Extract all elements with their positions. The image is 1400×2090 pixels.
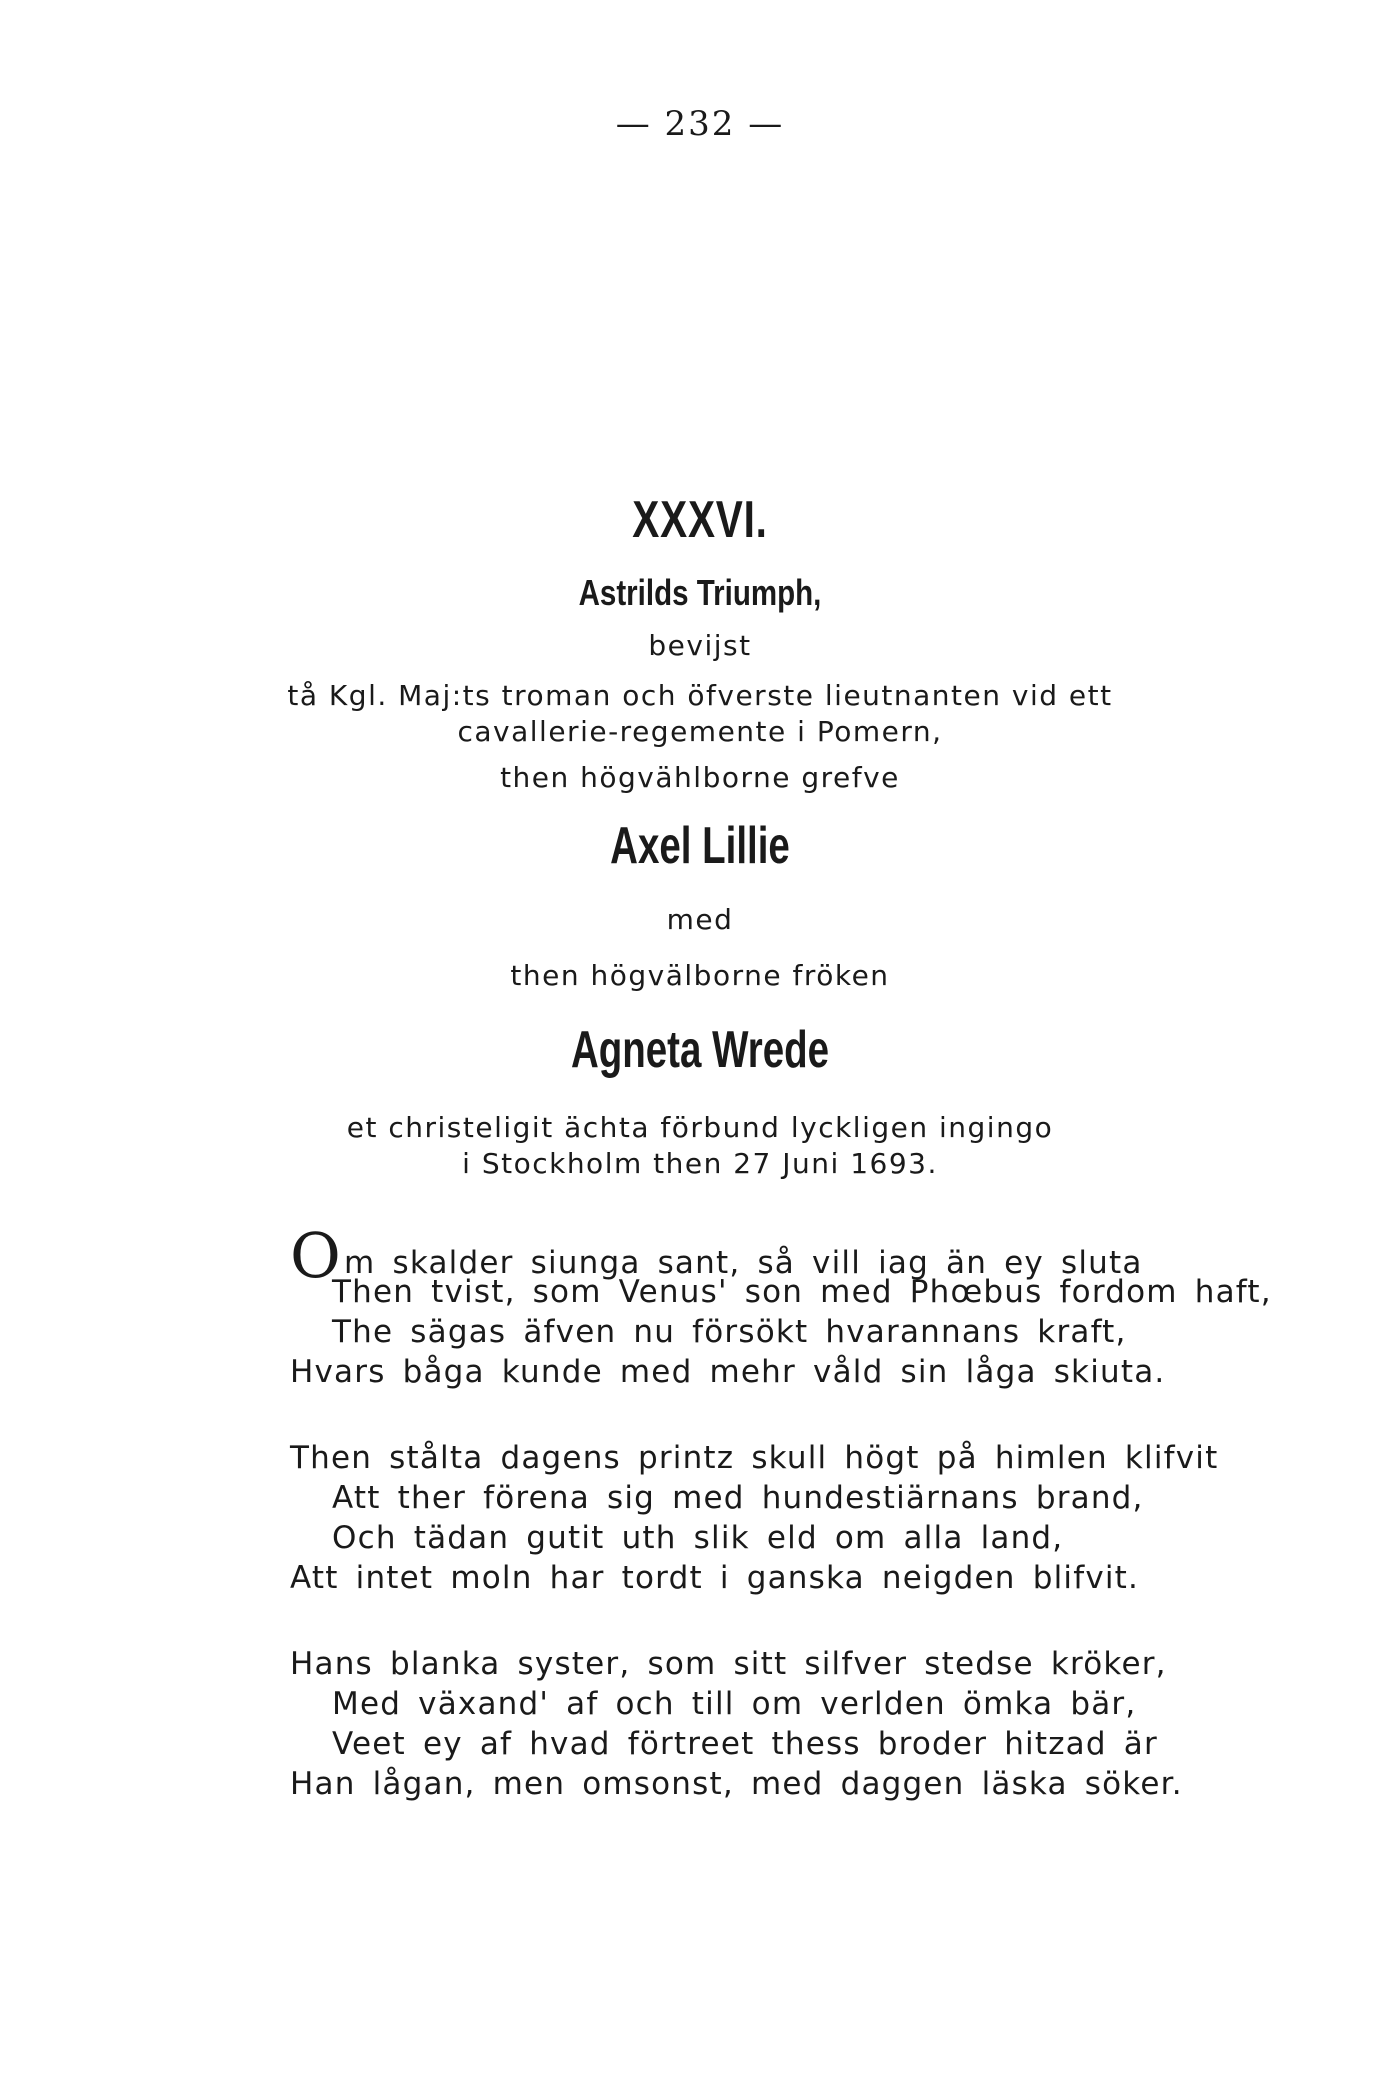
poem-line: Hans blanka syster, som sitt silfver stedse kröker, <box>290 1646 1167 1682</box>
poem-title: Astrilds Triumph, <box>578 572 822 613</box>
dedication-line: tå Kgl. Maj:ts troman och öfverste lieutnanten vid ett <box>287 679 1113 712</box>
stanza <box>290 1219 1340 1392</box>
groom-name: Axel Lillie <box>610 817 790 875</box>
poem-line: Then tvist, som Venus' son med Phœbus fordom haft, <box>332 1274 1272 1310</box>
closing-line: i Stockholm then 27 Juni 1693. <box>462 1147 938 1180</box>
poem-line: The sägas äfven nu försökt hvarannans kraft, <box>332 1314 1127 1350</box>
poem-line: Veet ey af hvad förtreet thess broder hitzad är <box>332 1726 1158 1762</box>
med-line: med <box>666 903 734 936</box>
bride-intro: then högvälborne fröken <box>510 959 890 992</box>
dedication-line: cavallerie-regemente i Pomern, <box>457 715 943 748</box>
poem-heading <box>0 490 1400 1182</box>
poem-line: Then stålta dagens printz skull högt på himlen klifvit <box>290 1440 1219 1476</box>
drop-cap: O <box>290 1219 343 1292</box>
page-number: — 232 — <box>615 104 785 144</box>
stanza <box>290 1438 1340 1598</box>
poem-line: Hvars båga kunde med mehr våld sin låga skiuta. <box>290 1354 1166 1390</box>
poem-line: Han lågan, men omsonst, med daggen läska söker. <box>290 1766 1183 1802</box>
poem-line: Med växand' af och till om verlden ömka bär, <box>332 1686 1137 1722</box>
stanza <box>290 1644 1340 1804</box>
closing-line: et christeligit ächta förbund lyckligen ingingo <box>346 1111 1054 1144</box>
bevijst-line: bevijst <box>648 629 752 662</box>
poem-line: Att intet moln har tordt i ganska neigden blifvit. <box>290 1560 1140 1596</box>
bride-name: Agneta Wrede <box>570 1021 830 1079</box>
poem-line: Att ther förena sig med hundestiärnans brand, <box>332 1480 1144 1516</box>
poem-numeral: XXXVI. <box>632 491 768 549</box>
poem-line-text: m skalder siunga sant, så vill iag än ey sluta <box>344 1245 1143 1281</box>
poem-line: Och tädan gutit uth slik eld om alla land, <box>332 1520 1064 1556</box>
dedication-line: then högvählborne grefve <box>500 761 900 794</box>
poem-body <box>290 1219 1340 1850</box>
